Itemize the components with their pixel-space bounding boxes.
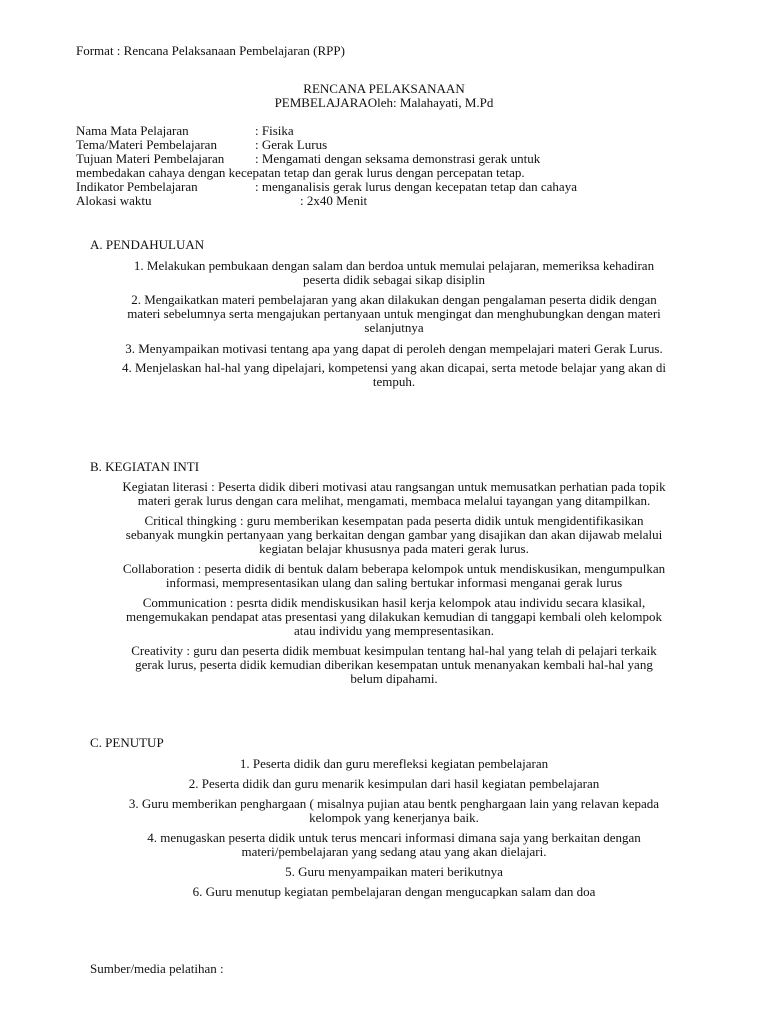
section-c-item-3 xyxy=(76,797,712,825)
meta-indikator-label: Indikator Pembelajaran xyxy=(76,179,198,194)
meta-mapel-label: Nama Mata Pelajaran xyxy=(76,123,189,138)
meta-indikator-value: : menganalisis gerak lurus dengan kecepatan tetap dan cahaya xyxy=(255,179,577,194)
item-line: mengemukakan pendapat atas presentasi yang dilakukan kemudian di tanggapi kembali oleh kelompok xyxy=(125,609,663,624)
item-line: kelompok yang kenerjanya baik. xyxy=(309,810,479,825)
section-c-item-2 xyxy=(76,777,712,791)
meta-tujuan-value: : Mengamati dengan seksama demonstrasi gerak untuk xyxy=(255,151,541,166)
section-a-item-1 xyxy=(76,259,712,287)
meta-alokasi-label: Alokasi waktu xyxy=(76,193,152,208)
meta-tema-value: : Gerak Lurus xyxy=(255,137,328,152)
item-line: 3. Menyampaikan motivasi tentang apa yang dapat di peroleh dengan mempelajari materi Gerak Lurus. xyxy=(125,341,663,356)
section-b-item-creativity xyxy=(76,644,712,686)
item-line: 1. Peserta didik dan guru merefleksi kegiatan pembelajaran xyxy=(239,756,549,771)
section-b-item-literasi xyxy=(76,480,712,508)
item-line: 6. Guru menutup kegiatan pembelajaran dengan mengucapkan salam dan doa xyxy=(192,884,596,899)
item-line: gerak lurus, peserta didik kemudian diberikan kesempatan untuk menanyakan kembali hal-hal yang xyxy=(135,657,653,672)
item-line: Critical thingking : guru memberikan kesempatan pada peserta didik untuk mengidentifikasikan xyxy=(144,513,644,528)
section-b-item-critical xyxy=(76,514,712,556)
section-c-item-6 xyxy=(76,885,712,899)
doc-title-line2 xyxy=(0,96,768,110)
item-line: Communication : pesrta didik mendiskusikan hasil kerja kelompok atau individu secara klasikal, xyxy=(142,595,646,610)
meta-alokasi-value: : 2x40 Menit xyxy=(300,193,368,208)
item-line: materi/pembelajaran yang sedang atau yang akan dielajari. xyxy=(241,844,547,859)
item-line: tempuh. xyxy=(372,374,416,389)
meta-tema-label: Tema/Materi Pembelajaran xyxy=(76,137,217,152)
section-c-item-4 xyxy=(76,831,712,859)
item-line: 5. Guru menyampaikan materi berikutnya xyxy=(285,864,503,879)
section-c-heading: C. PENUTUP xyxy=(90,735,164,750)
section-c-item-1 xyxy=(76,757,712,771)
section-a-item-3 xyxy=(76,342,712,356)
section-b-heading: B. KEGIATAN INTI xyxy=(90,459,200,474)
section-c-item-5 xyxy=(76,865,712,879)
section-b-item-collaboration xyxy=(76,562,712,590)
doc-author: Oleh: Malahayati, M.Pd xyxy=(367,95,494,110)
meta-tujuan-label: Tujuan Materi Pembelajaran xyxy=(76,151,225,166)
meta-tujuan-value-cont: membedakan cahaya dengan kecepatan tetap dan gerak lurus dengan percepatan tetap. xyxy=(76,165,525,180)
item-line: 4. menugaskan peserta didik untuk terus mencari informasi dimana saja yang berkaitan dengan xyxy=(147,830,641,845)
format-line: Format : Rencana Pelaksanaan Pembelajaran (RPP) xyxy=(76,43,345,58)
section-a-item-2 xyxy=(76,293,712,335)
item-line: Creativity : guru dan peserta didik membuat kesimpulan tentang hal-hal yang telah di pelajari terkaik xyxy=(131,643,657,658)
item-line: selanjutnya xyxy=(364,320,424,335)
item-line: Collaboration : peserta didik di bentuk dalam beberapa kelompok untuk mendiskusikan, mengumpulkan xyxy=(122,561,666,576)
item-line: 4. Menjelaskan hal-hal yang dipelajari, kompetensi yang akan dicapai, serta metode belajar yang akan di xyxy=(122,360,666,375)
item-line: peserta didik sebagai sikap disiplin xyxy=(303,272,485,287)
item-line: kegiatan belajar khususnya pada materi gerak lurus. xyxy=(259,541,529,556)
doc-title-bold: PEMBELAJARA xyxy=(274,95,368,110)
item-line: 3. Guru memberikan penghargaan ( misalnya pujian atau bentk penghargaan lain yang relavan kepada xyxy=(128,796,660,811)
section-b-item-communication xyxy=(76,596,712,638)
item-line: materi sebelumnya serta mengajukan pertanyaan untuk mengingat dan menghubungkan dengan materi xyxy=(127,306,661,321)
item-line: 1. Melakukan pembukaan dengan salam dan berdoa untuk memulai pelajaran, memeriksa kehadiran xyxy=(133,258,655,273)
section-a-heading: A. PENDAHULUAN xyxy=(90,237,205,252)
item-line: 2. Peserta didik dan guru menarik kesimpulan dari hasil kegiatan pembelajaran xyxy=(188,776,600,791)
item-line: materi gerak lurus dengan cara melihat, mengamati, membaca melalui tayangan yang ditampilkan. xyxy=(137,493,651,508)
item-line: sebanyak mungkin pertanyaan yang berkaitan dengan gambar yang disajikan dan akan dijawab melalui xyxy=(125,527,663,542)
sumber-media-label: Sumber/media pelatihan : xyxy=(90,961,224,976)
item-line: 2. Mengaikatkan materi pembelajaran yang akan dilakukan dengan pengalaman peserta didik dengan xyxy=(131,292,657,307)
doc-title-line1: RENCANA PELAKSANAAN xyxy=(303,81,465,96)
item-line: belum dipahami. xyxy=(350,671,438,686)
item-line: atau individu yang mempresentasikan. xyxy=(293,623,494,638)
meta-mapel-value: : Fisika xyxy=(255,123,294,138)
section-a-item-4 xyxy=(76,361,712,389)
item-line: Kegiatan literasi : Peserta didik diberi motivasi atau rangsangan untuk memusatkan perhatian pada topik xyxy=(122,479,666,494)
item-line: informasi, mempresentasikan ulang dan saling bertukar informasi menganai gerak lurus xyxy=(165,575,623,590)
